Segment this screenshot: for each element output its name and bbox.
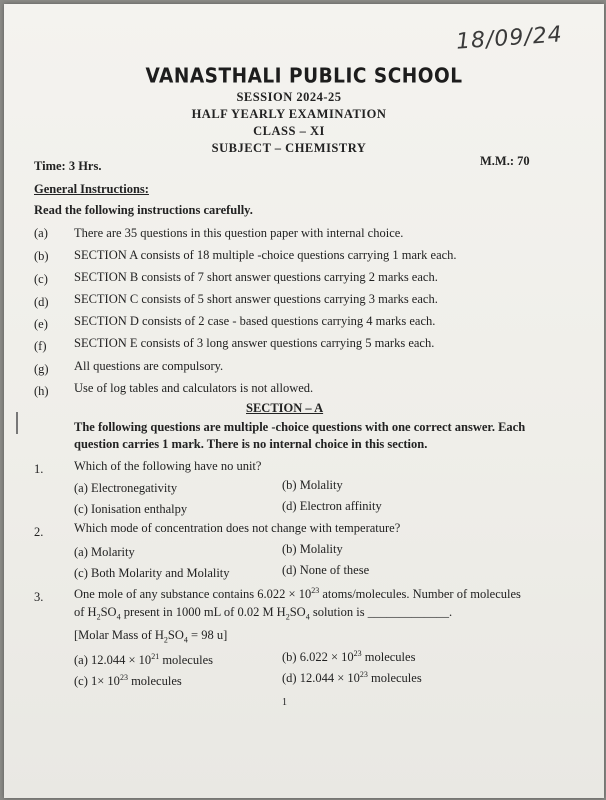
instruction-text: SECTION B consists of 7 short answer questions carrying 2 marks each. — [74, 270, 438, 284]
option-a: (a) Molarity — [74, 545, 135, 559]
instruction-text: Use of log tables and calculators is not allowed. — [74, 381, 314, 395]
question-text: Which of the following have no unit? — [74, 459, 262, 473]
option-b: (b) Molality — [282, 478, 343, 492]
instruction-text: SECTION C consists of 5 short answer questions carrying 3 marks each. — [74, 292, 438, 306]
question-number: 2. — [34, 525, 44, 539]
section-a-intro-line2: question carries 1 mark. There is no internal choice in this section. — [74, 437, 428, 451]
max-marks: M.M.: 70 — [480, 154, 530, 168]
option-b: (b) $6.022 \times 10^{23}$ molecules — [282, 649, 416, 665]
instruction-label: (c) — [34, 272, 48, 286]
question-number: 3. — [34, 590, 44, 604]
instructions-intro: Read the following instructions carefully. — [34, 203, 253, 217]
option-c: (c) Ionisation enthalpy — [74, 502, 188, 516]
instruction-text: There are 35 questions in this question paper with internal choice. — [74, 226, 404, 240]
option-d: (d) Electron affinity — [282, 499, 382, 513]
instruction-label: (f) — [34, 339, 47, 353]
handwritten-date: 18/09/24 — [455, 22, 564, 55]
option-d: (d) $12.044 \times 10^{23}$ molecules — [282, 670, 422, 686]
margin-mark — [16, 412, 18, 434]
option-c: (c) Both Molarity and Molality — [74, 566, 230, 580]
option-c: (c) $1\times 10^{23}$ molecules — [74, 673, 182, 689]
instruction-text: All questions are compulsory. — [74, 359, 224, 373]
exam-paper — [4, 4, 604, 798]
molar-mass-note: [Molar Mass of $H_2SO_4 = 98$ u] — [74, 628, 228, 645]
general-instructions-title: General Instructions: — [34, 182, 149, 196]
instruction-label: (d) — [34, 295, 49, 309]
instruction-text: SECTION A consists of 18 multiple -choice questions carrying 1 mark each. — [74, 248, 457, 262]
class-label: CLASS – XI — [253, 124, 325, 138]
question-line-2: of $H_2SO_4$ present in 1000 mL of 0.02 M $H_2SO_4$ solution is _____________. — [74, 605, 453, 622]
instruction-label: (e) — [34, 317, 48, 331]
instruction-label: (g) — [34, 362, 49, 376]
question-line-1: One mole of any substance contains $6.022 \times 10^{23}$ atoms/molecules. Number of molecules — [74, 586, 521, 602]
option-d: (d) None of these — [282, 563, 370, 577]
option-b: (b) Molality — [282, 542, 343, 556]
option-a: (a) $12.044 \times 10^{21}$ molecules — [74, 652, 213, 668]
exam-title: HALF YEARLY EXAMINATION — [191, 107, 387, 121]
subject-label: SUBJECT – CHEMISTRY — [211, 141, 367, 155]
question-number: 1. — [34, 462, 44, 476]
school-name: VANASTHALI PUBLIC SCHOOL — [145, 64, 463, 89]
option-a: (a) Electronegativity — [74, 481, 178, 495]
instruction-label: (a) — [34, 226, 48, 240]
time-label: Time: 3 Hrs. — [34, 159, 102, 173]
session: SESSION 2024-25 — [236, 90, 342, 104]
section-a-title: SECTION – A — [246, 401, 324, 415]
section-a-intro-line1: The following questions are multiple -choice questions with one correct answer. Each — [74, 420, 526, 434]
question-text: Which mode of concentration does not change with temperature? — [74, 521, 401, 535]
instruction-text: SECTION E consists of 3 long answer questions carrying 5 marks each. — [74, 336, 435, 350]
instruction-label: (h) — [34, 384, 49, 398]
page-number: 1 — [282, 697, 287, 708]
instruction-label: (b) — [34, 249, 49, 263]
instruction-text: SECTION D consists of 2 case - based questions carrying 4 marks each. — [74, 314, 436, 328]
